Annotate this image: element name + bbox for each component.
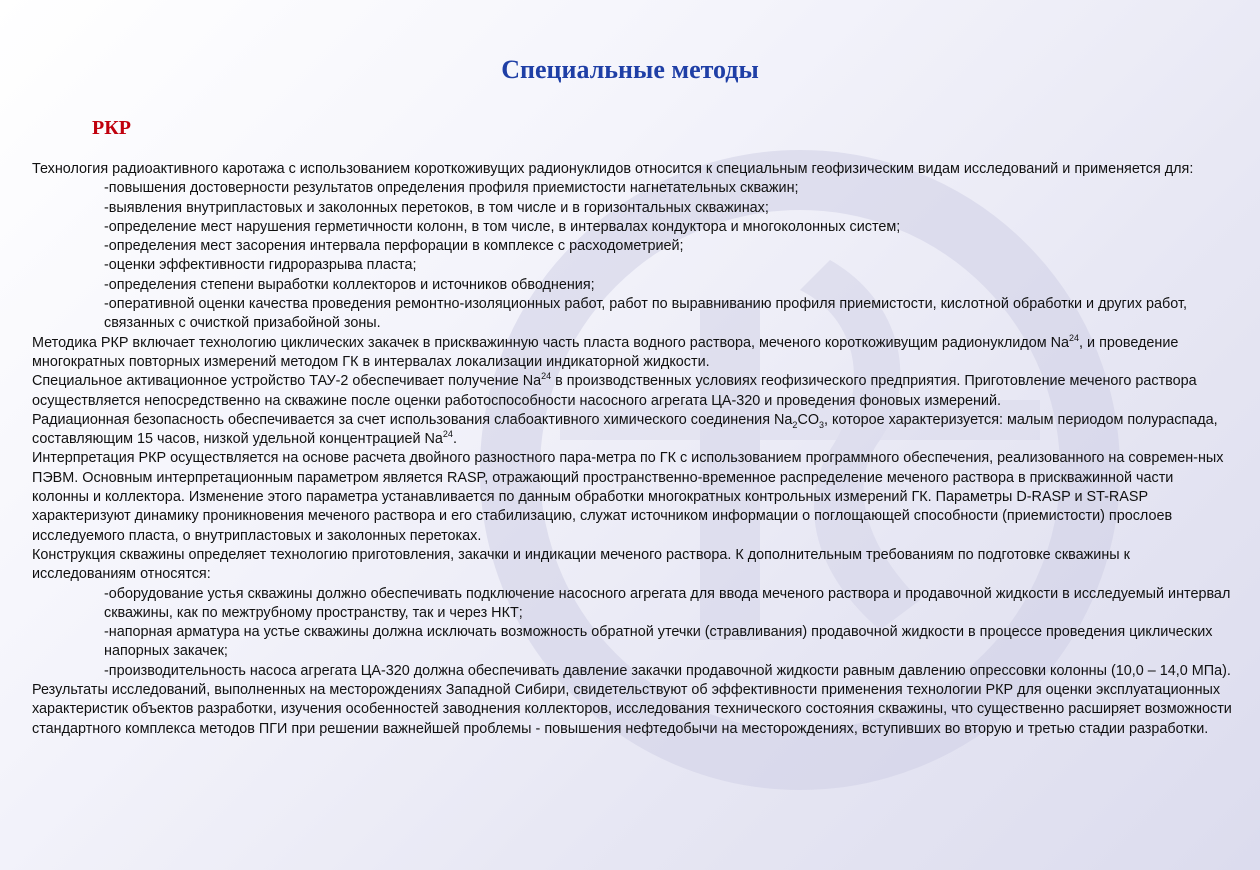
text-run: . [452, 431, 457, 448]
page-title: Специальные методы [501, 55, 759, 84]
construction-paragraph: Конструкция скважины определяет технологию приготовления, закачки и индикации меченого раствора. К дополнительным требованиям по подготовке скважины к исследованиям относятся: [32, 546, 1130, 583]
list-item: -повышения достоверности результатов определения профиля приемистости нагнетательных скважин; [104, 180, 799, 197]
safety-paragraph [32, 411, 1232, 450]
method-paragraph [32, 334, 1232, 373]
list-item: -определение мест нарушения герметичности колонн, в том числе, в интервалах кондуктора и многоколонных систем; [104, 218, 901, 235]
text-run: Специальное активационное устройство ТАУ-2 обеспечивает получение Na [32, 373, 542, 390]
text-run: в производственных условиях геофизического предприятия. Приготовление меченого раствора осуществляется непосредственно на скважине после оценки работоспособности насосного агрегата ЦА-320 и проведения фоновых измерений. [32, 373, 1197, 409]
list-item: -производительность насоса агрегата ЦА-320 должна обеспечивать давление закачки продавочной жидкости равным давлению опрессовки колонны (10,0 – 14,0 МПа). [104, 662, 1231, 679]
list-item: -определения степени выработки коллекторов и источников обводнения; [104, 276, 595, 293]
text-run: , которое характеризуется: малым периодом полураспада, составляющим 15 часов, низкой удельной концентрацией Na [32, 411, 1218, 448]
text-run: , и проведение многократных повторных измерений методом ГК в интервалах локализации индикаторной жидкости. [32, 334, 1179, 370]
text-run: Методика РКР включает технологию циклических закачек в прискважинную часть пласта водного раствора, меченого короткоживущим радионуклидом Na [32, 334, 1070, 351]
superscript: 24 [1069, 332, 1080, 343]
document-body [32, 160, 1232, 739]
list-item: -определения мест засорения интервала перфорации в комплексе с расходометрией; [104, 238, 684, 255]
results-paragraph: Результаты исследований, выполненных на месторождениях Западной Сибири, свидетельствуют об эффективности применения технологии РКР для оценки эксплуатационных характеристик объектов разработки, изучения особенностей заводнения коллекторов, исследования технического состояния скважины, что существенно расширяет возможности стандартного комплекса методов ПГИ при решении важнейшей проблемы - повышения нефтедобычи на месторождениях, вступивших во вторую и третью стадии разработки. [32, 682, 1232, 737]
text-run: CO [797, 411, 820, 428]
list-item: -напорная арматура на устье скважины должна исключать возможность обратной утечки (стравливания) продавочной жидкости в процессе проведения циклических напорных закачек; [104, 624, 1213, 660]
superscript: 24 [442, 429, 453, 440]
text-run: Радиационная безопасность обеспечивается за счет использования слабоактивного химического соединения Na [32, 411, 793, 428]
list-item: -оборудование устья скважины должно обеспечивать подключение насосного агрегата для ввода меченого раствора и продавочной жидкости в исследуемый интервал скважины, как по межтрубному пространству, так и через НКТ; [104, 585, 1231, 621]
list-item: -оперативной оценки качества проведения ремонтно-изоляционных работ, работ по выравниванию профиля приемистости, кислотной обработки и других работ, связанных с очисткой призабойной зоны. [104, 296, 1187, 332]
device-paragraph [32, 372, 1232, 411]
subscript: 2 [792, 419, 798, 430]
list-item: -выявления внутрипластовых и заколонных перетоков, в том числе и в горизонтальных скважинах; [104, 199, 769, 216]
list-item: -оценки эффективности гидроразрыва пласта; [104, 257, 417, 274]
superscript: 24 [541, 371, 552, 382]
interpretation-paragraph: Интерпретация РКР осуществляется на основе расчета двойного разностного пара-метра по ГК с использованием программного обеспечения, реализованного на современ-ных ПЭВМ. Основным интерпретационным параметром является RASP, отражающий пространственно-временное распределение меченого раствора в прискважинной части колонны и коллектора. Изменение этого параметра устанавливается по данным обработки многократных контрольных измерений ГК. Параметры D-RASP и ST-RASP характеризуют динамику проникновения меченого раствора и его стабилизацию, служат источником информации о поглощающей способности (приемистости) прослоев исследуемого пласта, о внутрипластовых и заколонных перетоках. [32, 450, 1224, 544]
intro-paragraph: Технология радиоактивного каротажа с использованием короткоживущих радионуклидов относится к специальным геофизическим видам исследований и применяется для: [32, 161, 1194, 177]
section-heading: РКР [92, 117, 131, 139]
subscript: 3 [819, 419, 825, 430]
